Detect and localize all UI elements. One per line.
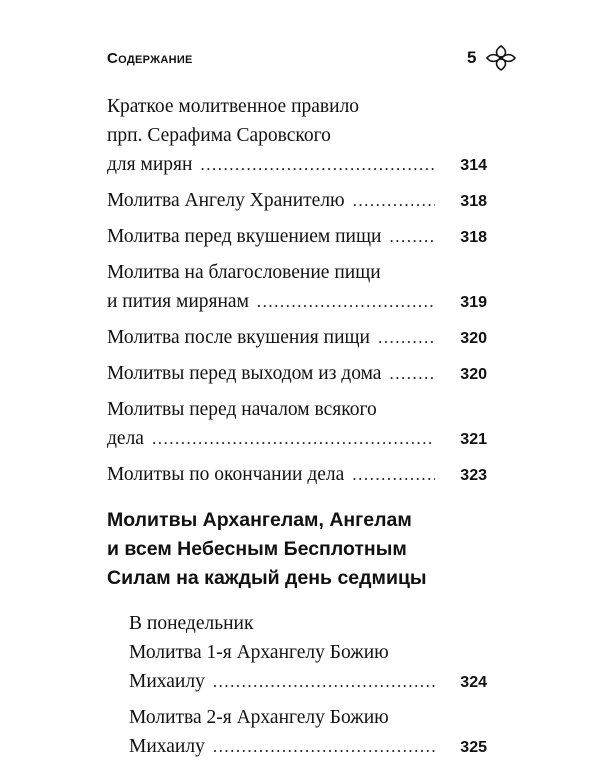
toc-page-number: 320 bbox=[460, 366, 487, 383]
dot-leader bbox=[213, 667, 435, 696]
dot-leader bbox=[352, 460, 435, 489]
toc-entry-last-line bbox=[107, 150, 487, 180]
running-head-title: Содержание bbox=[107, 50, 193, 67]
toc-page-number: 321 bbox=[460, 431, 487, 448]
toc-page-number: 324 bbox=[460, 674, 487, 691]
toc-page-number: 323 bbox=[460, 467, 487, 484]
dot-leader bbox=[152, 424, 435, 453]
toc-entry-last-line bbox=[107, 287, 487, 317]
toc-entry-title-line: Михаилу bbox=[129, 671, 205, 692]
toc-entry[interactable] bbox=[107, 395, 487, 454]
page-number: 5 bbox=[467, 48, 477, 67]
toc-entry-title-line: Молитва Ангелу Хранителю bbox=[107, 190, 345, 211]
toc-entry[interactable] bbox=[107, 359, 487, 389]
toc-entry-title-line: Молитвы перед началом всякого bbox=[107, 399, 377, 420]
section-heading-line: Силам на каждый день седмицы bbox=[107, 567, 427, 589]
dot-leader bbox=[389, 359, 435, 388]
dot-leader bbox=[378, 323, 435, 352]
toc-entry-title-line: для мирян bbox=[107, 154, 193, 175]
toc-entry-title-line: Михаилу bbox=[129, 736, 205, 757]
toc-page-number: 318 bbox=[460, 229, 487, 246]
dot-leader bbox=[353, 186, 435, 215]
ornament-icon bbox=[483, 44, 519, 72]
toc-entry-last-line bbox=[107, 460, 487, 490]
toc-entry[interactable] bbox=[107, 460, 487, 490]
toc-entry-last-line bbox=[107, 323, 487, 353]
toc-entry-title-line: прп. Серафима Саровского bbox=[107, 125, 331, 146]
dot-leader bbox=[213, 732, 435, 761]
section-heading-line: Молитвы Архангелам, Ангелам bbox=[107, 509, 412, 531]
toc-entry-title-line: дела bbox=[107, 428, 144, 449]
table-of-contents bbox=[107, 92, 487, 768]
toc-entry[interactable] bbox=[107, 258, 487, 317]
toc-entry[interactable] bbox=[107, 186, 487, 216]
toc-entry-title-line: Краткое молитвенное правило bbox=[107, 96, 360, 117]
toc-entry-title-line: Молитвы перед выходом из дома bbox=[107, 363, 382, 384]
toc-entry-title-line: Молитва перед вкушением пищи bbox=[107, 226, 382, 247]
toc-page-number: 319 bbox=[460, 294, 487, 311]
toc-entry-last-line bbox=[129, 732, 487, 762]
toc-entry[interactable] bbox=[129, 638, 487, 697]
toc-entry-title-line: Молитва после вкушения пищи bbox=[107, 327, 370, 348]
toc-entry-last-line bbox=[107, 222, 487, 252]
toc-page-number: 318 bbox=[460, 193, 487, 210]
toc-main-list bbox=[107, 92, 487, 490]
dot-leader bbox=[257, 287, 435, 316]
toc-entry-last-line bbox=[107, 424, 487, 454]
toc-entry-last-line bbox=[107, 186, 487, 216]
toc-entry-title-line: Молитвы по окончании дела bbox=[107, 464, 345, 485]
running-head bbox=[107, 48, 527, 78]
toc-sub-list bbox=[107, 638, 487, 762]
toc-page-number: 325 bbox=[460, 739, 487, 756]
toc-entry-title-line: Молитва на благословение пищи bbox=[107, 262, 381, 283]
subheading: В понедельник bbox=[129, 613, 254, 634]
dot-leader bbox=[389, 222, 435, 251]
dot-leader bbox=[200, 150, 435, 179]
toc-page-number: 320 bbox=[460, 330, 487, 347]
toc-entry-title-line: Молитва 1-я Архангелу Божию bbox=[129, 642, 389, 663]
toc-entry-title-line: и пития мирянам bbox=[107, 291, 249, 312]
toc-entry[interactable] bbox=[129, 703, 487, 762]
toc-entry[interactable] bbox=[107, 92, 487, 180]
toc-entry-last-line bbox=[129, 667, 487, 697]
toc-entry[interactable] bbox=[107, 222, 487, 252]
section-heading bbox=[107, 506, 487, 593]
toc-entry[interactable] bbox=[107, 323, 487, 353]
toc-entry-last-line bbox=[107, 359, 487, 389]
toc-page-number: 314 bbox=[460, 157, 487, 174]
section-heading-line: и всем Небесным Бесплотным bbox=[107, 538, 407, 560]
toc-entry-title-line: Молитва 2-я Архангелу Божию bbox=[129, 707, 389, 728]
